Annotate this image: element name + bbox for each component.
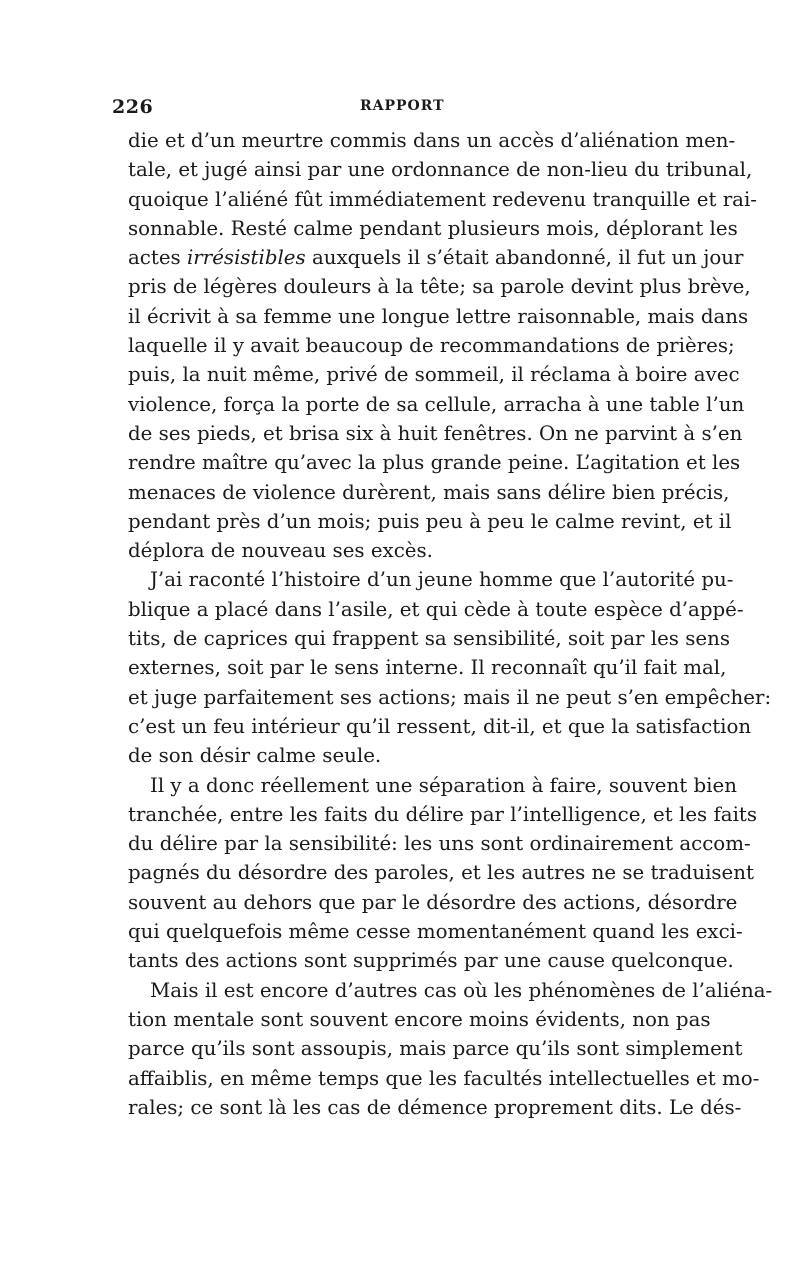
text-line: pendant près d’un mois; puis peu à peu le calme revint, et il [128,509,732,533]
text-line: souvent au dehors que par le désordre des actions, désordre [128,890,738,914]
text-line [128,243,744,272]
paragraph-first-line: Mais il est encore d’autres cas où les phénomènes de l’aliéna- [150,978,773,1002]
text-line: pagnés du désordre des paroles, et les autres ne se traduisent [128,861,754,885]
text-line: menaces de violence durèrent, mais sans délire bien précis, [128,480,730,504]
text-line: de ses pieds, et brisa six à huit fenêtres. On ne parvint à s’en [128,421,743,445]
paragraph-first-line: J’ai raconté l’histoire d’un jeune homme que l’autorité pu- [150,568,734,592]
text-line: quoique l’aliéné fût immédiatement redevenu tranquille et rai- [128,187,757,211]
text-line: parce qu’ils sont assoupis, mais parce qu’ils sont simplement [128,1037,743,1061]
text-segment: auxquels il s’était abandonné, il fut un jour [305,246,744,270]
body-text [128,126,773,1122]
text-line: tits, de caprices qui frappent sa sensibilité, soit par les sens [128,627,730,651]
paragraph-first-line: Il y a donc réellement une séparation à faire, souvent bien [150,773,737,797]
page-number: 226 [112,96,154,118]
text-line: blique a placé dans l’asile, et qui cède à toute espèce d’appé- [128,597,744,621]
text-line: rales; ce sont là les cas de démence proprement dits. Le dés- [128,1095,742,1119]
page-header [112,96,672,120]
text-line: violence, força la porte de sa cellule, arracha à une table l’un [128,392,745,416]
text-line: qui quelquefois même cesse momentanément quand les exci- [128,920,743,944]
text-segment: actes [128,246,187,270]
text-line: die et d’un meurtre commis dans un accès d’aliénation men- [128,129,736,152]
italic-word: irrésistibles [186,246,306,270]
text-line: affaiblis, en même temps que les facultés intellectuelles et mo- [128,1066,760,1090]
text-line: c’est un feu intérieur qu’il ressent, dit-il, et que la satisfaction [128,714,752,738]
text-line: et juge parfaitement ses actions; mais il ne peut s’en empêcher: [128,685,772,709]
running-head: RAPPORT [360,98,445,114]
text-line: tion mentale sont souvent encore moins évidents, non pas [128,1007,711,1031]
paragraph-last-line: de son désir calme seule. [128,744,382,768]
text-line: externes, soit par le sens interne. Il reconnaît qu’il fait mal, [128,656,727,680]
text-line: puis, la nuit même, privé de sommeil, il réclama à boire avec [128,363,740,387]
text-line: du délire par la sensibilité: les uns sont ordinairement accom- [128,832,751,856]
text-line: tale, et jugé ainsi par une ordonnance de non-lieu du tribunal, [128,158,753,182]
text-line: sonnable. Resté calme pendant plusieurs mois, déplorant les [128,216,738,240]
paragraph-last-line: déplora de nouveau ses excès. [128,539,433,563]
text-line: pris de légères douleurs à la tête; sa parole devint plus brève, [128,275,751,299]
text-line: tranchée, entre les faits du délire par l’intelligence, et les faits [128,802,758,826]
text-line: rendre maître qu’avec la plus grande peine. L’agitation et les [128,451,741,475]
text-line: laquelle il y avait beaucoup de recommandations de prières; [128,334,735,358]
paragraph-last-line: tants des actions sont supprimés par une cause quelconque. [128,949,734,973]
text-line: il écrivit à sa femme une longue lettre raisonnable, mais dans [128,304,749,328]
